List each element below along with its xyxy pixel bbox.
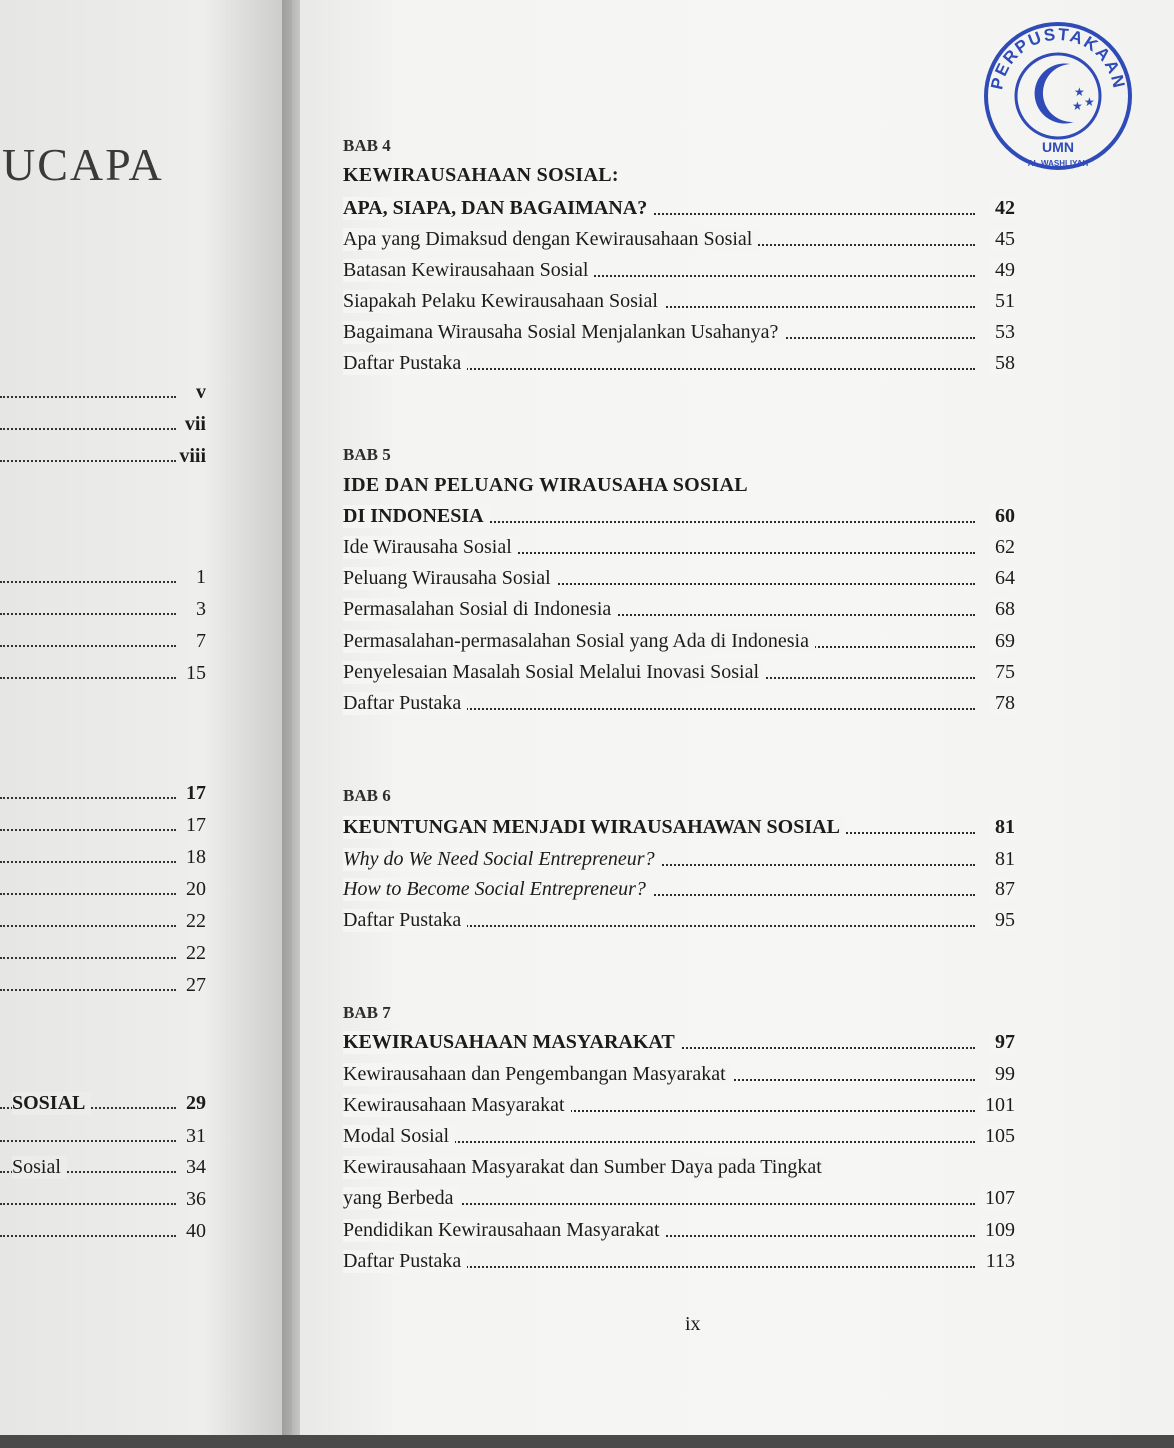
toc-entry[interactable] [343,352,1015,382]
stamp-sub-text: AL-WASHLIYAH [1027,159,1089,168]
toc-entry-title: Modal Sosial [343,1125,455,1148]
left-toc-row [0,598,206,626]
toc-entry[interactable] [343,1094,1015,1124]
leader-dots [0,428,176,430]
toc-chapter-heading[interactable] [343,816,1015,846]
left-toc-row [0,878,206,906]
toc-entry[interactable] [343,630,1015,660]
left-toc-page: vii [184,413,206,435]
leader-dots [0,645,176,647]
left-toc-row [0,662,206,690]
toc-entry-page: 78 [989,692,1015,715]
left-toc-page: 36 [186,1188,206,1210]
toc-entry-page: 42 [989,197,1015,220]
page-number: ix [685,1313,701,1335]
chapter-label: BAB 6 [343,786,391,805]
toc-entry[interactable] [343,321,1015,351]
toc-entry[interactable] [343,1063,1015,1093]
leader-dots [0,460,176,462]
toc-entry[interactable] [343,661,1015,691]
toc-entry-page: 107 [979,1187,1015,1210]
toc-entry-page: 53 [989,321,1015,344]
chapter-label: BAB 5 [343,445,391,464]
leader-dots [0,989,176,991]
toc-entry-title: Batasan Kewirausahaan Sosial [343,259,594,282]
left-toc-row [0,445,206,473]
toc-entry-page: 87 [989,878,1015,901]
left-toc-page: 1 [196,566,206,588]
left-toc-page: 40 [186,1220,206,1242]
left-toc-row [0,630,206,658]
left-toc-page: 17 [186,782,206,804]
bottom-edge [0,1435,1174,1448]
toc-entry-page: 64 [989,567,1015,590]
leader-dots [0,1140,176,1142]
toc-entry-title: Ide Wirausaha Sosial [343,536,518,559]
toc-entry[interactable] [343,878,1015,908]
toc-entry-page: 105 [979,1125,1015,1148]
toc-entry-title: DI INDONESIA [343,505,490,528]
toc-entry-title: Permasalahan Sosial di Indonesia [343,598,617,621]
toc-entry[interactable] [343,1125,1015,1155]
left-toc-page: v [196,381,206,403]
left-toc-label: Sosial [12,1156,67,1179]
toc-entry-page: 95 [989,909,1015,932]
left-toc-page: 22 [186,942,206,964]
toc-entry-title: KEWIRAUSAHAAN MASYARAKAT [343,1031,681,1054]
leader-dots [0,925,176,927]
toc-entry-page: 69 [989,630,1015,653]
left-toc-row [0,846,206,874]
leader-dots [0,1203,176,1205]
toc-entry-page: 45 [989,228,1015,251]
toc-entry-title: Bagaimana Wirausaha Sosial Menjalankan Usahanya? [343,321,784,344]
toc-chapter-heading[interactable] [343,1031,1015,1061]
toc-entry[interactable] [343,536,1015,566]
left-page [0,0,292,1448]
toc-entry[interactable] [343,909,1015,939]
left-toc-page: 17 [186,814,206,836]
toc-entry-page: 49 [989,259,1015,282]
toc-entry-page: 97 [989,1031,1015,1054]
left-toc-page: 29 [186,1092,206,1114]
left-toc-row [0,1092,206,1120]
left-toc-row [0,814,206,842]
toc-entry[interactable] [343,1187,1015,1217]
chapter-label: BAB 4 [343,136,391,155]
stamp-text: PERPUSTAKAAN [987,24,1129,92]
toc-entry-page: 81 [989,848,1015,871]
left-toc-row [0,1156,206,1184]
left-toc-page: 34 [186,1156,206,1178]
chapter-title: IDE DAN PELUANG WIRAUSAHA SOSIAL [343,474,748,496]
toc-entry-page: 81 [989,816,1015,839]
left-toc-row [0,381,206,409]
toc-entry-title: Penyelesaian Masalah Sosial Melalui Inovasi Sosial [343,661,765,684]
left-toc-row [0,974,206,1002]
leader-dots [0,677,176,679]
toc-entry-page: 60 [989,505,1015,528]
left-toc-row [0,566,206,594]
toc-entry[interactable] [343,1250,1015,1280]
toc-entry-title: Permasalahan-permasalahan Sosial yang Ada di Indonesia [343,630,815,653]
left-toc-row [0,942,206,970]
toc-entry[interactable] [343,692,1015,722]
leader-dots [0,893,176,895]
toc-entry-page: 51 [989,290,1015,313]
left-toc-page: 3 [196,598,206,620]
toc-entry[interactable] [343,259,1015,289]
svg-text:PERPUSTAKAAN [987,25,1129,92]
toc-entry-title: Kewirausahaan Masyarakat dan Sumber Daya pada Tingkat [343,1156,828,1179]
svg-text:★: ★ [1072,99,1083,113]
svg-text:★: ★ [1074,85,1085,99]
toc-entry-title: Apa yang Dimaksud dengan Kewirausahaan Sosial [343,228,758,251]
toc-entry-title: How to Become Social Entrepreneur? [343,878,652,901]
leader-dots [0,797,176,799]
toc-entry-page: 68 [989,598,1015,621]
stamp-inner-text: UMN [1042,139,1074,155]
toc-entry-title: Siapakah Pelaku Kewirausahaan Sosial [343,290,664,313]
left-toc-page: 27 [186,974,206,996]
chapter-label: BAB 7 [343,1003,391,1022]
toc-entry[interactable] [343,228,1015,258]
left-page-heading: UCAPA [2,139,164,190]
library-stamp [978,10,1138,175]
leader-dots [0,829,176,831]
toc-entry-page: 99 [989,1063,1015,1086]
svg-text:★: ★ [1084,95,1095,109]
toc-entry[interactable] [343,567,1015,597]
toc-entry-title: Why do We Need Social Entrepreneur? [343,848,661,871]
toc-entry-title: Daftar Pustaka [343,352,467,375]
leader-dots [0,861,176,863]
left-toc-page: 18 [186,846,206,868]
left-toc-page: 22 [186,910,206,932]
leader-dots [0,396,176,398]
toc-entry[interactable] [343,598,1015,628]
leader-dots [0,581,176,583]
toc-chapter-heading[interactable] [343,197,1015,227]
toc-entry-title: Daftar Pustaka [343,692,467,715]
left-toc-row [0,413,206,441]
chapter-title: KEWIRAUSAHAAN SOSIAL: [343,164,619,186]
toc-entry[interactable] [343,290,1015,320]
left-toc-row [0,910,206,938]
toc-entry-page: 113 [980,1250,1015,1273]
toc-entry-title: Daftar Pustaka [343,1250,467,1273]
leader-dots [0,1235,176,1237]
left-toc-page: 20 [186,878,206,900]
left-toc-row [0,1188,206,1216]
left-toc-page: 15 [186,662,206,684]
toc-chapter-heading[interactable] [343,505,1015,535]
toc-entry-title: Kewirausahaan dan Pengembangan Masyarakat [343,1063,732,1086]
toc-entry-page: 109 [979,1219,1015,1242]
toc-entry-page: 101 [979,1094,1015,1117]
left-toc-row [0,1125,206,1153]
left-toc-page: viii [179,445,206,467]
leader-dots [0,957,176,959]
toc-entry[interactable] [343,1156,1015,1186]
toc-entry-page: 75 [989,661,1015,684]
toc-entry[interactable] [343,848,1015,878]
left-toc-row [0,1220,206,1248]
toc-entry-title: Pendidikan Kewirausahaan Masyarakat [343,1219,666,1242]
toc-entry-title: Daftar Pustaka [343,909,467,932]
toc-entry[interactable] [343,1219,1015,1249]
toc-entry-page: 58 [989,352,1015,375]
left-toc-row [0,782,206,810]
toc-entry-title: Peluang Wirausaha Sosial [343,567,557,590]
toc-entry-page: 62 [989,536,1015,559]
toc-entry-title: KEUNTUNGAN MENJADI WIRAUSAHAWAN SOSIAL [343,816,846,839]
left-toc-page: 7 [196,630,206,652]
leader-dots [0,613,176,615]
toc-entry-title: APA, SIAPA, DAN BAGAIMANA? [343,197,653,220]
toc-entry-title: yang Berbeda [343,1187,460,1210]
left-toc-label: SOSIAL [12,1092,91,1115]
toc-entry-title: Kewirausahaan Masyarakat [343,1094,571,1117]
left-toc-page: 31 [186,1125,206,1147]
